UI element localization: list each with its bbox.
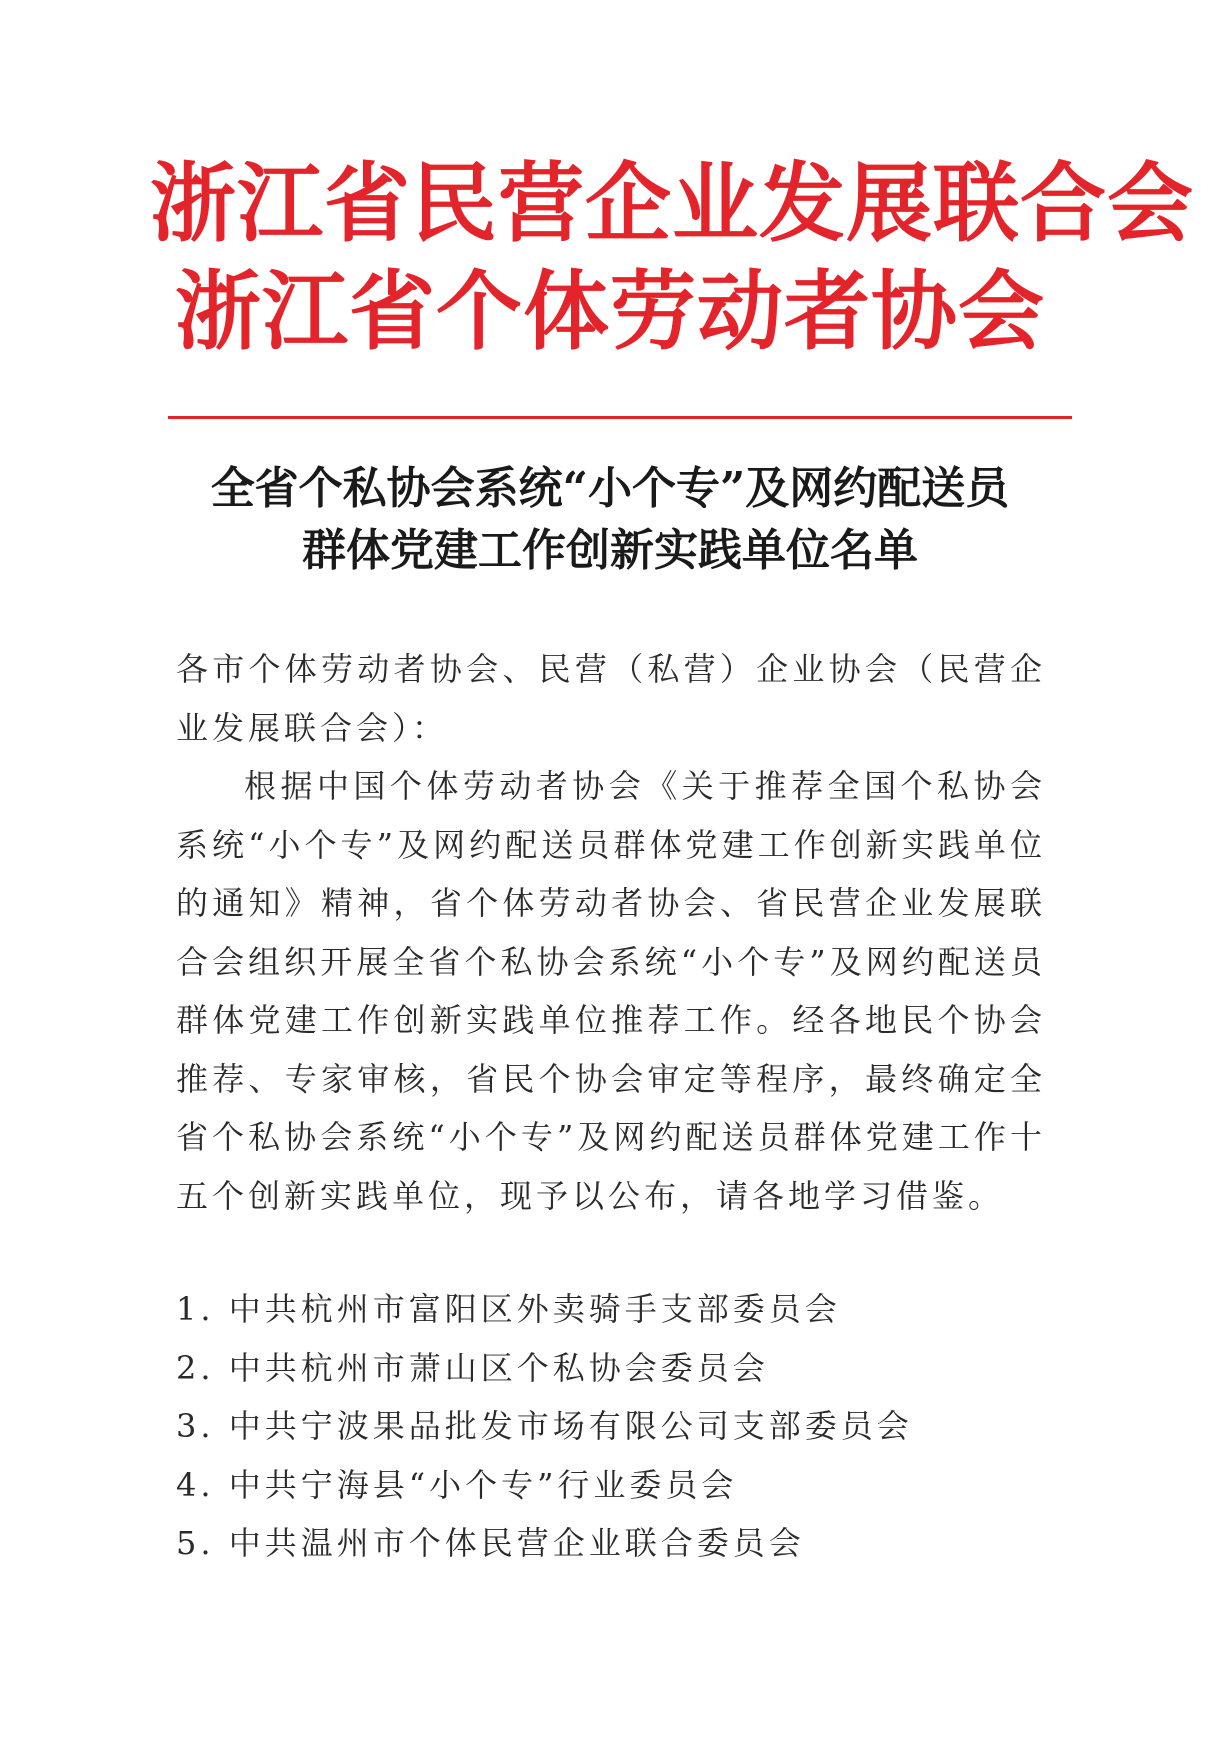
list-item: 2. 中共杭州市萧山区个私协会委员会 — [176, 1348, 769, 1387]
document-body — [176, 640, 1046, 1225]
masthead-line-1: 浙江省民营企业发展联合会 — [150, 154, 1194, 254]
document-title-line-2: 群体党建工作创新实践单位名单 — [302, 525, 918, 576]
list-item: 3. 中共宁波果品批发市场有限公司支部委员会 — [176, 1407, 913, 1445]
masthead — [150, 150, 1194, 366]
list-item: 4. 中共宁海县“小个专”行业委员会 — [176, 1465, 738, 1504]
unit-list — [176, 1280, 1046, 1573]
body-paragraph: 根据中国个体劳动者协会《关于推荐全国个私协会系统“小个专”及网约配送员群体党建工作创新实践单位的通知》精神，省个体劳动者协会、省民营企业发展联合会组织开展全省个私协会系统“小个专”及网约配送员群体党建工作创新实践单位推荐工作。经各地民个协会推荐、专家审核，省民个协会审定等程序，最终确定全省个私协会系统“小个专”及网约配送员群体党建工作十五个创新实践单位，现予以公布，请各地学习借鉴。 — [176, 767, 1046, 1215]
document-title — [160, 458, 1060, 582]
masthead-line-2: 浙江省个体劳动者协会 — [175, 262, 1045, 362]
salutation: 各市个体劳动者协会、民营（私营）企业协会（民营企业发展联合会）： — [176, 650, 1046, 747]
document-title-line-1: 全省个私协会系统“小个专”及网约配送员 — [210, 463, 1010, 514]
masthead-divider — [168, 416, 1072, 419]
list-item: 1. 中共杭州市富阳区外卖骑手支部委员会 — [176, 1290, 841, 1328]
list-item: 5. 中共温州市个体民营企业联合委员会 — [176, 1524, 805, 1562]
